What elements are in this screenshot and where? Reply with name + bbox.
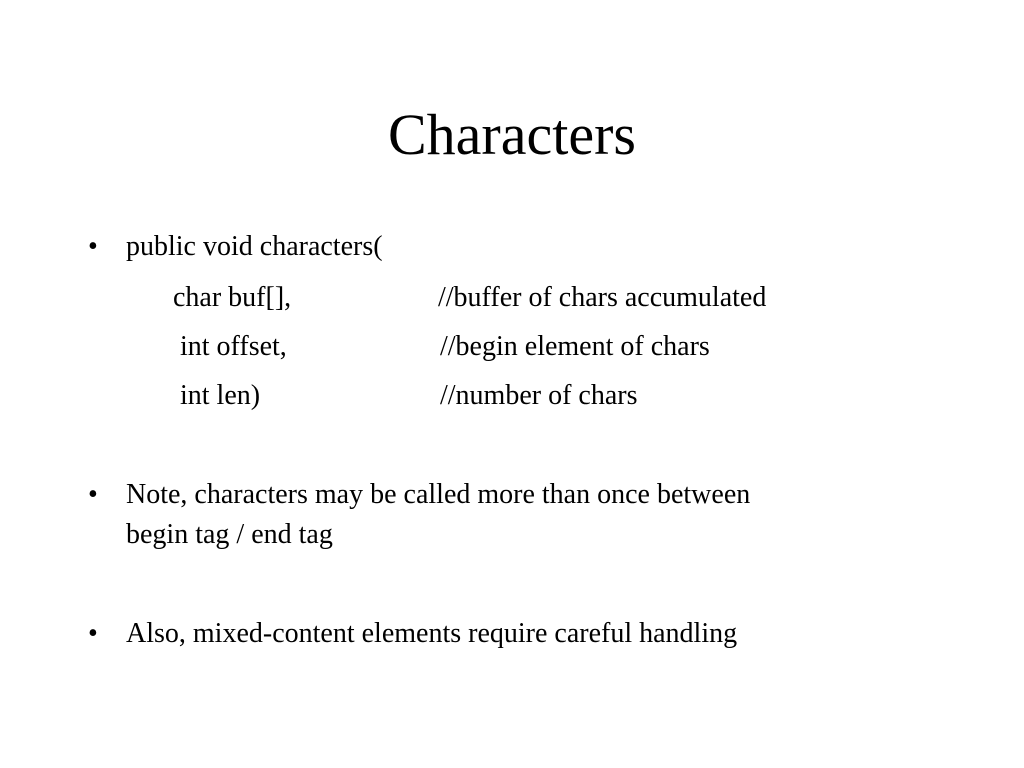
bullet-icon: • bbox=[88, 231, 98, 262]
param-offset-comment: //begin element of chars bbox=[440, 331, 710, 362]
param-len: int len) bbox=[180, 380, 261, 411]
note-line-1: Note, characters may be called more than once between bbox=[126, 479, 751, 510]
bullet-icon: • bbox=[88, 479, 98, 510]
bullet-icon: • bbox=[88, 618, 98, 649]
slide-title: Characters bbox=[388, 102, 636, 167]
signature-line: public void characters( bbox=[126, 231, 383, 262]
param-offset: int offset, bbox=[180, 331, 287, 362]
param-buf-comment: //buffer of chars accumulated bbox=[438, 282, 767, 313]
param-buf: char buf[], bbox=[173, 282, 292, 313]
param-len-comment: //number of chars bbox=[440, 380, 638, 411]
also-line: Also, mixed-content elements require careful handling bbox=[126, 618, 738, 649]
note-line-2: begin tag / end tag bbox=[126, 519, 333, 550]
